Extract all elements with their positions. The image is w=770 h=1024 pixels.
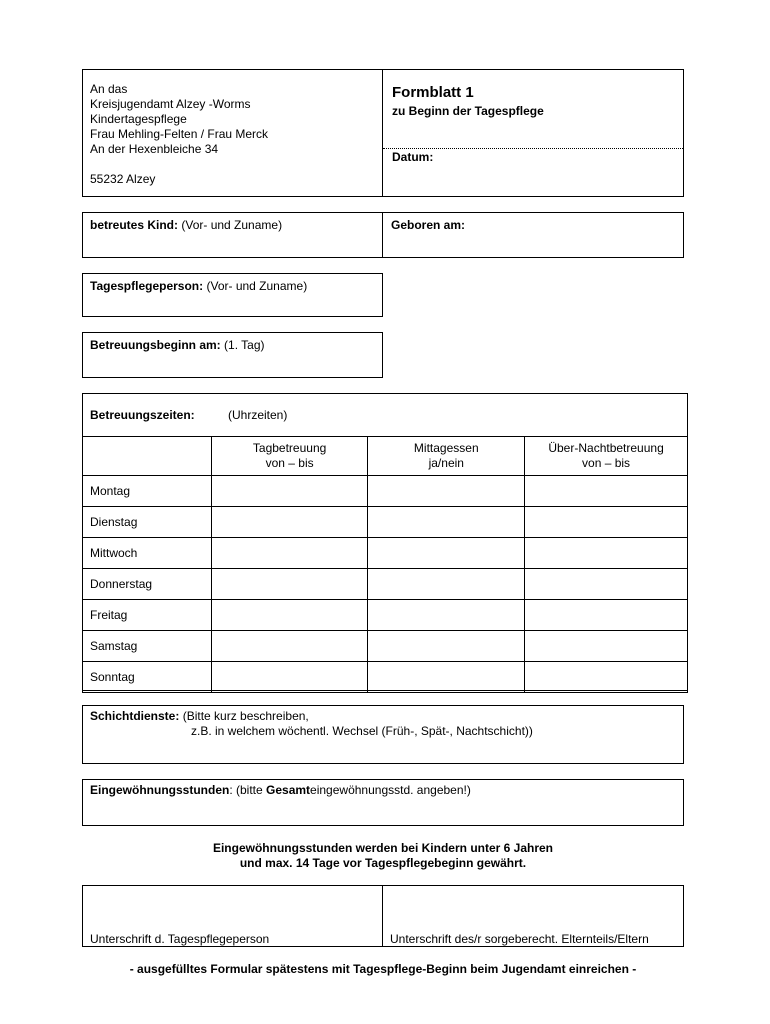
address-line: Kreisjugendamt Alzey -Worms	[90, 97, 251, 111]
day-label: Freitag	[83, 600, 212, 631]
column-header-line: ja/nein	[428, 456, 464, 470]
signature-box	[82, 885, 684, 947]
day-label: Dienstag	[83, 507, 212, 538]
day-cell[interactable]	[368, 600, 525, 631]
day-label: Montag	[83, 476, 212, 507]
schedule-header-row	[83, 437, 688, 476]
day-cell[interactable]	[525, 507, 688, 538]
caregiver-hint: (Vor- und Zuname)	[203, 279, 308, 293]
caregiver-field	[90, 279, 307, 293]
shifts-hint: (Bitte kurz beschreiben,	[179, 709, 309, 723]
form-subtitle: zu Beginn der Tagespflege	[392, 104, 544, 118]
child-hint: (Vor- und Zuname)	[178, 218, 283, 232]
day-cell[interactable]	[211, 631, 368, 662]
day-cell[interactable]	[211, 476, 368, 507]
day-cell[interactable]	[525, 538, 688, 569]
day-cell[interactable]	[368, 569, 525, 600]
column-header-line: Mittagessen	[413, 441, 479, 455]
footer-instruction: - ausgefülltes Formular spätestens mit Tagespflege-Beginn beim Jugendamt einreichen -	[129, 962, 637, 976]
day-label: Sonntag	[83, 662, 212, 693]
start-label: Betreuungsbeginn am:	[90, 338, 221, 352]
settling-hint-pre: : (bitte	[229, 783, 267, 797]
start-field	[90, 338, 265, 352]
table-row	[83, 476, 688, 507]
address-line: An das	[90, 82, 128, 96]
signature-caregiver[interactable]: Unterschrift d. Tagespflegeperson	[90, 932, 270, 946]
column-header	[525, 437, 688, 476]
day-cell[interactable]	[211, 538, 368, 569]
table-row	[83, 538, 688, 569]
settling-label: Eingewöhnungsstunden	[90, 783, 230, 797]
day-cell[interactable]	[368, 662, 525, 693]
day-cell[interactable]	[368, 476, 525, 507]
day-cell[interactable]	[368, 631, 525, 662]
caregiver-label: Tagespflegeperson:	[90, 279, 204, 293]
day-cell[interactable]	[525, 569, 688, 600]
child-label: betreutes Kind:	[90, 218, 179, 232]
column-header	[368, 437, 525, 476]
column-header-line: von – bis	[265, 456, 314, 470]
child-divider	[382, 213, 383, 257]
day-cell[interactable]	[525, 662, 688, 693]
day-cell[interactable]	[211, 600, 368, 631]
day-cell[interactable]	[525, 631, 688, 662]
table-row	[83, 662, 688, 693]
caregiver-box[interactable]	[82, 273, 383, 317]
datum-label: Datum:	[392, 150, 434, 164]
start-box[interactable]	[82, 332, 383, 378]
settling-hint-post: eingewöhnungsstd. angeben!)	[310, 783, 471, 797]
table-row	[83, 569, 688, 600]
shifts-field	[90, 709, 309, 723]
day-cell[interactable]	[525, 476, 688, 507]
notice-line: Eingewöhnungsstunden werden bei Kindern unter 6 Jahren	[212, 841, 554, 855]
day-cell[interactable]	[368, 507, 525, 538]
table-row	[83, 600, 688, 631]
table-row	[83, 631, 688, 662]
header-box	[82, 69, 684, 197]
signature-divider	[382, 886, 383, 946]
header-divider	[382, 70, 383, 196]
day-cell[interactable]	[525, 600, 688, 631]
schedule-table	[82, 436, 688, 693]
day-label: Samstag	[83, 631, 212, 662]
shifts-hint-line2: z.B. in welchem wöchentl. Wechsel (Früh-, Spät-, Nachtschicht))	[191, 724, 533, 738]
born-label: Geboren am:	[391, 218, 466, 232]
day-cell[interactable]	[211, 662, 368, 693]
schedule-label: Betreuungszeiten:	[90, 408, 195, 422]
notice	[82, 841, 684, 871]
header-empty-cell	[83, 437, 212, 476]
schedule-hint: (Uhrzeiten)	[228, 408, 288, 422]
day-cell[interactable]	[368, 538, 525, 569]
day-label: Donnerstag	[83, 569, 212, 600]
notice-line: und max. 14 Tage vor Tagespflegebeginn gewährt.	[239, 856, 527, 870]
child-field	[90, 218, 282, 232]
settling-box[interactable]	[82, 779, 684, 826]
table-row	[83, 507, 688, 538]
day-cell[interactable]	[211, 507, 368, 538]
child-box[interactable]	[82, 212, 684, 258]
day-label: Mittwoch	[83, 538, 212, 569]
address-line: Frau Mehling-Felten / Frau Merck	[90, 127, 269, 141]
datum-divider	[383, 148, 683, 149]
form-title: Formblatt 1	[392, 84, 474, 101]
day-cell[interactable]	[211, 569, 368, 600]
column-header-line: Über-Nachtbetreuung	[548, 441, 664, 455]
column-header-line: Tagbetreuung	[252, 441, 327, 455]
signature-parent[interactable]: Unterschrift des/r sorgeberecht. Elternteils/Eltern	[390, 932, 649, 946]
address-line: An der Hexenbleiche 34	[90, 142, 219, 156]
address-city: 55232 Alzey	[90, 172, 156, 186]
column-header	[211, 437, 368, 476]
settling-hint-bold: Gesamt	[266, 783, 311, 797]
address-line: Kindertagespflege	[90, 112, 187, 126]
shifts-label: Schichtdienste:	[90, 709, 180, 723]
schedule-box	[82, 393, 688, 691]
column-header-line: von – bis	[582, 456, 631, 470]
address-block	[90, 82, 268, 187]
shifts-box[interactable]	[82, 705, 684, 764]
start-hint: (1. Tag)	[220, 338, 265, 352]
settling-field	[90, 783, 471, 797]
